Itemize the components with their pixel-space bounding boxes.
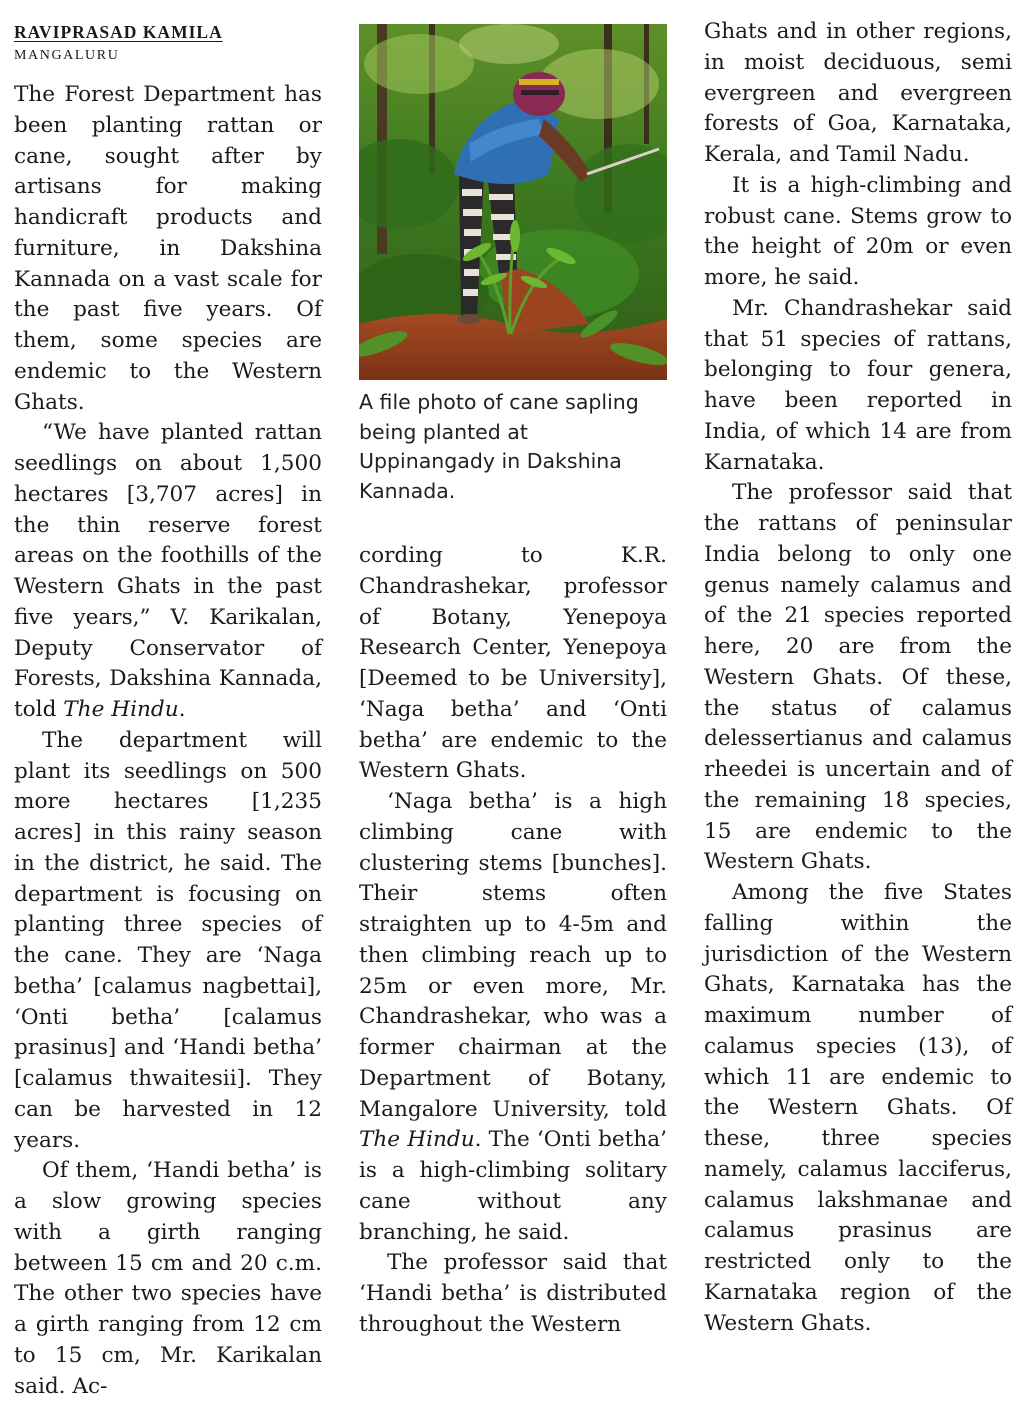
paragraph: Of them, ‘Handi betha’ is a slow growing species with a girth ranging between 15 cm and 20 c.m. The other two species have a girth ranging from 12 cm to 15 cm, Mr. Karikalan said. Ac- bbox=[14, 1158, 322, 1399]
publication-name: The Hindu bbox=[359, 1127, 475, 1153]
paragraph: The professor said that ‘Handi betha’ is distributed throughout the Western bbox=[359, 1250, 667, 1337]
paragraph bbox=[359, 787, 667, 1248]
author-name: RAVIPRASAD KAMILA bbox=[14, 22, 223, 42]
byline bbox=[14, 20, 344, 66]
text-run: “We have planted rattan seedlings on about 1,500 hectares [3,707 acres] in the thin reserve forest areas on the foothills of the Western Ghats in the past five years,” V. Karikalan, Deputy Conservator of Forests, Dakshina Kannada, told bbox=[14, 420, 322, 722]
text-run: ‘Naga betha’ is a high climbing cane with clustering stems [bunches]. Their stems often straighten up to 4-5m and then climbing reach up to 25m or even more, Mr. Chandrashekar, who was a former chairman at the Department of Botany, Mangalore University, told bbox=[359, 789, 667, 1122]
paragraph: The department will plant its seedlings on 500 more hectares [1,235 acres] in this rainy season in the district, he said. The department is focusing on planting three species of the cane. They are ‘Naga betha’ [calamus nagbettai], ‘Onti betha’ [calamus prasinus] and ‘Handi betha’ [calamus thwaitesii]. They can be harvested in 12 years. bbox=[14, 727, 322, 1153]
dateline: MANGALURU bbox=[14, 48, 120, 63]
photo-caption: A file photo of cane sapling being planted at Uppinangady in Dakshina Kannada. bbox=[359, 390, 639, 503]
text-run: . The ‘Onti betha’ is a high-climbing solitary cane without any branching, he said. bbox=[359, 1127, 667, 1245]
paragraph: The professor said that the rattans of peninsular India belong to only one genus namely calamus and of the 21 species reported here, 20 are from the Western Ghats. Of these, the status of calamus delessertianus and calamus rheedei is uncertain and of the remaining 18 species, 15 are endemic to the Western Ghats. bbox=[704, 480, 1012, 875]
article-column-2 bbox=[359, 541, 667, 1341]
paragraph bbox=[14, 418, 322, 726]
publication-name: The Hindu bbox=[63, 697, 179, 722]
text-run: . bbox=[178, 697, 186, 722]
paragraph: cording to K.R. Chandrashekar, professor of Botany, Yenepoya Research Center, Yenepoya [Deemed to be University], ‘Naga betha’ and ‘Onti betha’ are endemic to the Western Ghats. bbox=[359, 543, 667, 784]
paragraph: Mr. Chandrashekar said that 51 species of rattans, belonging to four genera, have been reported in India, of which 14 are from Karnataka. bbox=[704, 295, 1012, 475]
article-column-1 bbox=[14, 80, 322, 1402]
paragraph: Among the five States falling within the jurisdiction of the Western Ghats, Karnataka has the maximum number of calamus species (13), of which 11 are endemic to the Western Ghats. Of these, three species namely, calamus lacciferus, calamus lakshmanae and calamus prasinus are restricted only to the Karnataka region of the Western Ghats. bbox=[704, 880, 1012, 1336]
cane-sapling-photo bbox=[359, 24, 667, 380]
paragraph: The Forest Department has been planting rattan or cane, sought after by artisans for making handicraft products and furniture, in Dakshina Kannada on a vast scale for the past five years. Of them, some species are endemic to the Western Ghats. bbox=[14, 82, 322, 415]
paragraph: It is a high-climbing and robust cane. Stems grow to the height of 20m or even more, he said. bbox=[704, 172, 1012, 290]
article-column-3 bbox=[704, 17, 1012, 1339]
paragraph: Ghats and in other regions, in moist deciduous, semi evergreen and evergreen forests of Goa, Karnataka, Kerala, and Tamil Nadu. bbox=[704, 19, 1012, 167]
